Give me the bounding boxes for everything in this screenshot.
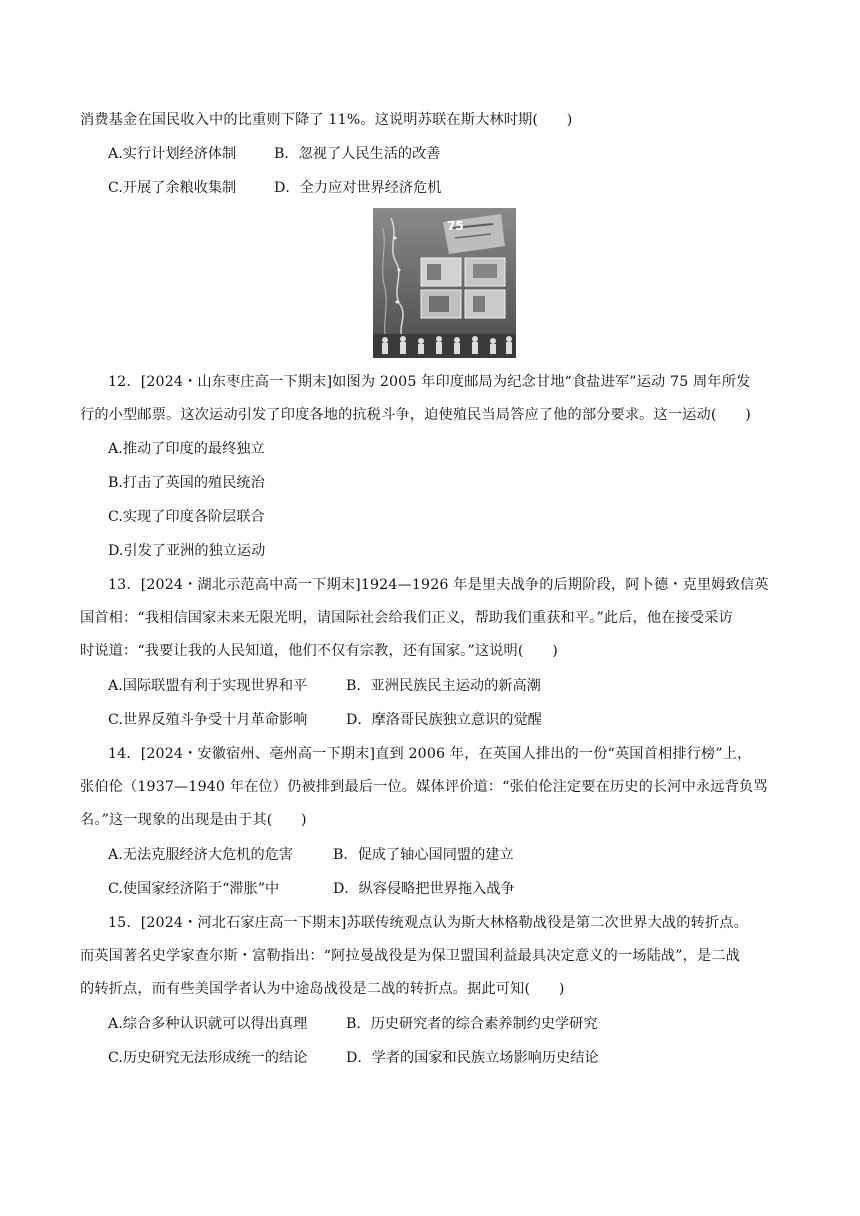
q12-option-b: B.打击了英国的殖民统治 [108, 475, 265, 491]
q12-stem-line-1: 12．[2024・山东枣庄高一下期末]如图为 2005 年印度邮局为纪念甘地“食盐进军”运动 75 周年所发 [108, 374, 751, 390]
q12-option-a: A.推动了印度的最终独立 [108, 441, 265, 457]
q14-option-d: D．纵容侵略把世界拖入战争 [333, 881, 515, 897]
q15-option-a: A.综合多种认识就可以得出真理 [108, 1016, 308, 1032]
q13-option-b: B．亚洲民族民主运动的新高潮 [346, 678, 541, 694]
q12-option-d: D.引发了亚洲的独立运动 [108, 543, 266, 559]
q15-option-b: B．历史研究者的综合素养制约史学研究 [346, 1016, 598, 1032]
q15-stem-line-3: 的转折点，而有些美国学者认为中途岛战役是二战的转折点。据此可知( ) [80, 981, 565, 997]
q12-stem-line-2: 行的小型邮票。这次运动引发了印度各地的抗税斗争，迫使殖民当局答应了他的部分要求。这一运动( ) [80, 407, 751, 423]
q15-option-c: C.历史研究无法形成统一的结论 [108, 1050, 308, 1066]
q13-stem-line-1: 13．[2024・湖北示范高中高一下期末]1924—1926 年是里夫战争的后期阶段，阿卜德・克里姆致信英 [108, 577, 769, 593]
q13-option-c: C.世界反殖斗争受十月革命影响 [108, 712, 308, 728]
q13-option-a: A.国际联盟有利于实现世界和平 [108, 678, 308, 694]
q13-stem-line-3: 时说道：“我要让我的人民知道，他们不仅有宗教，还有国家。”这说明( ) [80, 643, 558, 659]
q11-option-d: D．全力应对世界经济危机 [274, 180, 442, 196]
q11-option-b: B．忽视了人民生活的改善 [274, 146, 441, 162]
stamp-image [373, 208, 516, 358]
q15-stem-line-1: 15．[2024・河北石家庄高一下期末]苏联传统观点认为斯大林格勒战役是第二次世界大战的转折点。 [108, 915, 748, 931]
q11-option-c: C.开展了余粮收集制 [108, 180, 237, 196]
q11-option-a: A.实行计划经济体制 [108, 146, 237, 162]
q15-option-d: D．学者的国家和民族立场影响历史结论 [346, 1050, 599, 1066]
q14-stem-line-3: 名。”这一现象的出现是由于其( ) [80, 812, 307, 828]
q15-stem-line-2: 而英国著名史学家查尔斯・富勒指出：“阿拉曼战役是为保卫盟国利益最具决定意义的一场陆战”，是二战 [80, 948, 740, 964]
stamp-illustration [373, 208, 516, 358]
q12-option-c: C.实现了印度各阶层联合 [108, 509, 265, 525]
q11-stem-tail: 消费基金在国民收入中的比重则下降了 11%。这说明苏联在斯大林时期( ) [80, 112, 573, 128]
q13-option-d: D．摩洛哥民族独立意识的觉醒 [346, 712, 542, 728]
stamp-number: 75 [447, 219, 464, 233]
q14-stem-line-2: 张伯伦（1937—1940 年在位）仍被排到最后一位。媒体评价道：“张伯伦注定要在历史的长河中永远背负骂 [80, 779, 768, 795]
q14-stem-line-1: 14．[2024・安徽宿州、亳州高一下期末]直到 2006 年，在英国人排出的一份“英国首相排行榜”上， [108, 746, 752, 762]
q14-option-c: C.使国家经济陷于“滞胀”中 [108, 881, 280, 897]
q13-stem-line-2: 国首相：“我相信国家未来无限光明，请国际社会给我们正义，帮助我们重获和平。”此后，他在接受采访 [80, 610, 733, 626]
q14-option-a: A.无法克服经济大危机的危害 [108, 847, 294, 863]
q14-option-b: B．促成了轴心国同盟的建立 [333, 847, 514, 863]
